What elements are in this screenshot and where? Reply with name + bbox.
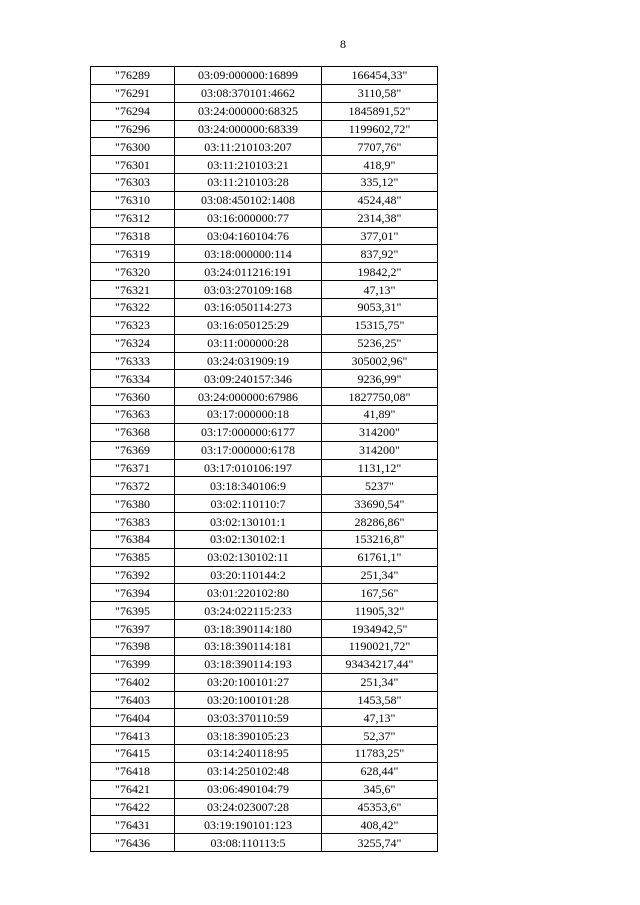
cadastral-number-cell: 03:24:011216:191 [175,263,322,281]
record-number-cell: "76324 [91,334,175,352]
value-cell: 314200" [322,441,438,459]
value-cell: 3255,74" [322,834,438,852]
table-row [91,780,438,798]
cadastral-number-cell: 03:06:490104:79 [175,780,322,798]
table-row [91,530,438,548]
cadastral-number-cell: 03:02:110110:7 [175,495,322,513]
record-number-cell: "76397 [91,620,175,638]
record-number-cell: "76334 [91,370,175,388]
record-number-cell: "76383 [91,513,175,531]
record-number-cell: "76436 [91,834,175,852]
cadastral-number-cell: 03:18:340106:9 [175,477,322,495]
cadastral-number-cell: 03:24:031909:19 [175,352,322,370]
value-cell: 93434217,44" [322,655,438,673]
record-number-cell: "76322 [91,298,175,316]
record-number-cell: "76291 [91,84,175,102]
value-cell: 2314,38" [322,209,438,227]
record-number-cell: "76415 [91,745,175,763]
value-cell: 5237" [322,477,438,495]
value-cell: 167,56" [322,584,438,602]
cadastral-number-cell: 03:17:010106:197 [175,459,322,477]
cadastral-number-cell: 03:11:000000:28 [175,334,322,352]
record-number-cell: "76323 [91,316,175,334]
cadastral-number-cell: 03:24:000000:68325 [175,102,322,120]
table-row [91,298,438,316]
cadastral-number-cell: 03:17:000000:6177 [175,423,322,441]
record-number-cell: "76321 [91,281,175,299]
record-number-cell: "76418 [91,762,175,780]
value-cell: 1131,12" [322,459,438,477]
cadastral-number-cell: 03:18:000000:114 [175,245,322,263]
record-number-cell: "76300 [91,138,175,156]
table-row [91,441,438,459]
table-body [91,67,438,852]
value-cell: 11783,25" [322,745,438,763]
cadastral-number-cell: 03:18:390114:181 [175,638,322,656]
value-cell: 377,01" [322,227,438,245]
table-row [91,316,438,334]
record-number-cell: "76363 [91,406,175,424]
table-row [91,655,438,673]
record-number-cell: "76385 [91,548,175,566]
value-cell: 1934942,5" [322,620,438,638]
value-cell: 1199602,72" [322,120,438,138]
value-cell: 251,34" [322,566,438,584]
table-row [91,495,438,513]
value-cell: 19842,2" [322,263,438,281]
value-cell: 837,92" [322,245,438,263]
table-row [91,281,438,299]
record-number-cell: "76303 [91,174,175,192]
value-cell: 52,37" [322,727,438,745]
table-row [91,120,438,138]
cadastral-number-cell: 03:09:240157:346 [175,370,322,388]
table-row [91,352,438,370]
value-cell: 4524,48" [322,191,438,209]
table-row [91,138,438,156]
table-row [91,816,438,834]
table-row [91,566,438,584]
value-cell: 335,12" [322,174,438,192]
table-row [91,388,438,406]
record-number-cell: "76395 [91,602,175,620]
record-number-cell: "76399 [91,655,175,673]
record-number-cell: "76368 [91,423,175,441]
value-cell: 33690,54" [322,495,438,513]
table-row [91,102,438,120]
record-number-cell: "76402 [91,673,175,691]
record-number-cell: "76431 [91,816,175,834]
table-row [91,513,438,531]
table-row [91,798,438,816]
value-cell: 408,42" [322,816,438,834]
table-row [91,67,438,85]
cadastral-number-cell: 03:14:240118:95 [175,745,322,763]
table-row [91,602,438,620]
cadastral-number-cell: 03:19:190101:123 [175,816,322,834]
record-number-cell: "76318 [91,227,175,245]
table-row [91,245,438,263]
record-number-cell: "76319 [91,245,175,263]
record-number-cell: "76301 [91,156,175,174]
table-row [91,406,438,424]
value-cell: 628,44" [322,762,438,780]
record-number-cell: "76294 [91,102,175,120]
record-number-cell: "76333 [91,352,175,370]
cadastral-number-cell: 03:16:050114:273 [175,298,322,316]
record-number-cell: "76384 [91,530,175,548]
table-row [91,423,438,441]
table-row [91,263,438,281]
table-row [91,762,438,780]
value-cell: 1827750,08" [322,388,438,406]
value-cell: 305002,96" [322,352,438,370]
cadastral-number-cell: 03:18:390114:180 [175,620,322,638]
cadastral-number-cell: 03:24:022115:233 [175,602,322,620]
cadastral-number-cell: 03:08:370101:4662 [175,84,322,102]
table-row [91,745,438,763]
table-row [91,191,438,209]
cadastral-number-cell: 03:11:210103:207 [175,138,322,156]
value-cell: 1845891,52" [322,102,438,120]
record-number-cell: "76398 [91,638,175,656]
cadastral-number-cell: 03:11:210103:28 [175,174,322,192]
value-cell: 345,6" [322,780,438,798]
cadastral-number-cell: 03:20:100101:27 [175,673,322,691]
cadastral-number-cell: 03:20:100101:28 [175,691,322,709]
data-table [90,66,438,852]
table-row [91,477,438,495]
value-cell: 418,9" [322,156,438,174]
value-cell: 9236,99" [322,370,438,388]
value-cell: 11905,32" [322,602,438,620]
value-cell: 1453,58" [322,691,438,709]
table-row [91,548,438,566]
table-row [91,691,438,709]
table-row [91,727,438,745]
cadastral-number-cell: 03:24:023007:28 [175,798,322,816]
value-cell: 3110,58" [322,84,438,102]
value-cell: 166454,33" [322,67,438,85]
table-row [91,370,438,388]
record-number-cell: "76380 [91,495,175,513]
record-number-cell: "76422 [91,798,175,816]
cadastral-number-cell: 03:14:250102:48 [175,762,322,780]
cadastral-number-cell: 03:20:110144:2 [175,566,322,584]
table-row [91,334,438,352]
value-cell: 251,34" [322,673,438,691]
value-cell: 47,13" [322,709,438,727]
cadastral-number-cell: 03:02:130102:11 [175,548,322,566]
value-cell: 314200" [322,423,438,441]
cadastral-number-cell: 03:04:160104:76 [175,227,322,245]
record-number-cell: "76403 [91,691,175,709]
cadastral-number-cell: 03:08:110113:5 [175,834,322,852]
record-number-cell: "76369 [91,441,175,459]
cadastral-number-cell: 03:18:390114:193 [175,655,322,673]
table-row [91,834,438,852]
table-row [91,459,438,477]
record-number-cell: "76371 [91,459,175,477]
table-row [91,156,438,174]
cadastral-number-cell: 03:17:000000:18 [175,406,322,424]
record-number-cell: "76310 [91,191,175,209]
cadastral-number-cell: 03:16:050125:29 [175,316,322,334]
value-cell: 7707,76" [322,138,438,156]
table-row [91,227,438,245]
value-cell: 28286,86" [322,513,438,531]
record-number-cell: "76372 [91,477,175,495]
record-number-cell: "76404 [91,709,175,727]
table-row [91,620,438,638]
table-row [91,709,438,727]
record-number-cell: "76360 [91,388,175,406]
record-number-cell: "76296 [91,120,175,138]
cadastral-number-cell: 03:24:000000:68339 [175,120,322,138]
value-cell: 45353,6" [322,798,438,816]
cadastral-number-cell: 03:02:130102:1 [175,530,322,548]
cadastral-number-cell: 03:03:370110:59 [175,709,322,727]
table-row [91,584,438,602]
cadastral-number-cell: 03:03:270109:168 [175,281,322,299]
cadastral-number-cell: 03:01:220102:80 [175,584,322,602]
record-number-cell: "76421 [91,780,175,798]
cadastral-number-cell: 03:02:130101:1 [175,513,322,531]
cadastral-number-cell: 03:18:390105:23 [175,727,322,745]
cadastral-number-cell: 03:24:000000:67986 [175,388,322,406]
record-number-cell: "76394 [91,584,175,602]
page-number: 8 [340,37,346,51]
table-row [91,84,438,102]
value-cell: 15315,75" [322,316,438,334]
table-row [91,638,438,656]
cadastral-number-cell: 03:16:000000:77 [175,209,322,227]
record-number-cell: "76413 [91,727,175,745]
value-cell: 1190021,72" [322,638,438,656]
record-number-cell: "76320 [91,263,175,281]
value-cell: 5236,25" [322,334,438,352]
cadastral-number-cell: 03:08:450102:1408 [175,191,322,209]
value-cell: 9053,31" [322,298,438,316]
table-row [91,174,438,192]
table-row [91,673,438,691]
record-number-cell: "76312 [91,209,175,227]
value-cell: 41,89" [322,406,438,424]
record-number-cell: "76289 [91,67,175,85]
value-cell: 153216,8" [322,530,438,548]
value-cell: 47,13" [322,281,438,299]
table-row [91,209,438,227]
cadastral-number-cell: 03:11:210103:21 [175,156,322,174]
value-cell: 61761,1" [322,548,438,566]
cadastral-number-cell: 03:17:000000:6178 [175,441,322,459]
record-number-cell: "76392 [91,566,175,584]
cadastral-number-cell: 03:09:000000:16899 [175,67,322,85]
